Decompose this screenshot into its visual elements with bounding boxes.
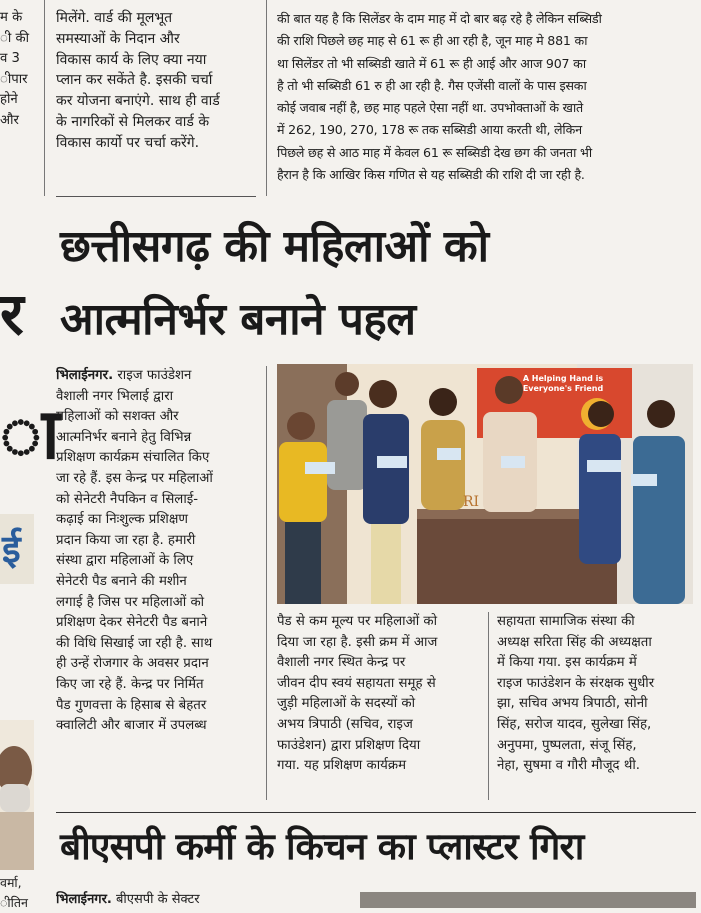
fragment-line: ीपार xyxy=(0,71,28,87)
fragment-line: और xyxy=(0,112,19,128)
text-line: झा, सचिव अभय त्रिपाठी, सोनी xyxy=(497,696,648,712)
text-line: की राशि पिछले छह माह से 61 रू ही आ रही है, जून माह मे 881 का xyxy=(277,33,588,49)
text-line: में 262, 190, 270, 178 रू तक सब्सिडी आया करती थी, लेकिन xyxy=(277,122,582,138)
text-line: अनुपमा, पुष्पलता, संजू सिंह, xyxy=(497,737,637,753)
text-line: गया. यह प्रशिक्षण कार्यक्रम xyxy=(277,758,407,774)
text-line: महिलाओं को सशक्त और xyxy=(56,409,179,425)
text-line: किए जा रहे हैं. केन्द्र पर निर्मित xyxy=(56,676,204,692)
text-line: क्वालिटी और बाजार में उपलब्ध xyxy=(56,718,207,734)
text-fragment: बीएसपी के सेक्टर xyxy=(111,892,200,907)
photo-illustration xyxy=(277,364,693,604)
left-edge-photo xyxy=(0,720,34,870)
fragment-line: होने xyxy=(0,92,18,107)
bottom-article-fragment xyxy=(56,890,266,908)
text-line: पैड से कम मूल्य पर महिलाओं को xyxy=(277,614,438,629)
text-line: प्लान कर सकेंते है. इसकी चर्चा xyxy=(56,72,213,89)
section-divider xyxy=(56,812,696,813)
left-edge-bottom-text xyxy=(0,873,44,913)
top-left-fragment-column xyxy=(0,8,46,131)
text-line: अभय त्रिपाठी (सचिव, राइज xyxy=(277,716,413,732)
fragment-line: ी की xyxy=(0,30,29,46)
text-line: वैशाली नगर स्थित केन्द्र पर xyxy=(277,655,406,671)
text-line: जा रहे हैं. इस केन्द्र पर महिलाओं xyxy=(56,470,213,486)
text-line: जुड़ी महिलाओं के सदस्यों को xyxy=(277,696,416,712)
top-middle-bottom-rule xyxy=(56,196,256,197)
text-line: अध्यक्ष सरिता सिंह की अध्यक्षता xyxy=(497,634,652,650)
banner-line: A Helping Hand is xyxy=(522,374,604,383)
wall-text: RI xyxy=(463,494,480,510)
text-line: कर योजना बनाएंगे. साथ ही वार्ड xyxy=(56,93,220,110)
text-line: विकास कार्य के लिए क्या नया xyxy=(56,51,207,68)
text-line: में किया गया. इस कार्यक्रम में xyxy=(497,655,637,671)
banner-text xyxy=(493,374,633,394)
text-line: सेनेटरी पैड बनाने की मशीन xyxy=(56,573,187,589)
text-line: सिंह, सरोज यादव, सुलेखा सिंह, xyxy=(497,716,652,732)
text-line: प्रशिक्षण कार्यक्रम संचालित किए xyxy=(56,450,210,466)
left-edge-photo-art xyxy=(0,720,34,870)
second-headline: बीएसपी कर्मी के किचन का प्लास्टर गिरा xyxy=(60,825,584,868)
text-fragment: राइज फाउंडेशन xyxy=(113,368,192,383)
text-line: दिया जा रहा है. इसी क्रम में आज xyxy=(277,634,438,650)
text-line: पैड गुणवत्ता के हिसाब से बेहतर xyxy=(56,697,207,713)
text-line: मिलेंगे. वार्ड की मूलभूत xyxy=(56,10,173,26)
text-line: प्रदान किया जा रहा है. हमारी xyxy=(56,532,196,548)
left-edge-glyph: ा xyxy=(0,393,60,475)
text-line: वर्मा, xyxy=(0,875,22,890)
text-line: सहायता सामाजिक संस्था की xyxy=(497,614,635,629)
text-line: था सिलेंडर तो भी सब्सिडी खाते में 61 रू ही आई और आज 907 का xyxy=(277,55,586,71)
text-line: को सेनेटरी नैपकिन व सिलाई- xyxy=(56,491,199,507)
text-line: है तो भी सब्सिडी 61 रु ही आ रही है. गैस एजेंसी वालों के पास इसका xyxy=(277,77,587,93)
text-line: राइज फाउंडेशन के संरक्षक सुधीर xyxy=(497,675,655,691)
text-line: हैरान है कि आखिर किस गणित से यह सब्सिडी की राशि दी जा रही है. xyxy=(277,167,585,183)
text-line: की बात यह है कि सिलेंडर के दाम माह में दो बार बढ़ रहे है लेकिन सब्सिडी xyxy=(277,11,602,26)
text-line: संस्था द्वारा महिलाओं के लिए xyxy=(56,553,194,569)
column-divider xyxy=(44,0,45,196)
text-line: ही उन्हें रोजगार के अवसर प्रदान xyxy=(56,656,209,672)
text-line: कोई जवाब नहीं है, छह माह पहले ऐसा नहीं था. उपभोक्ताओं के खाते xyxy=(277,100,583,116)
text-line: विकास कार्यो पर चर्चा करेंगे. xyxy=(56,134,200,151)
article-column-3 xyxy=(497,612,695,777)
text-line: वैशाली नगर भिलाई द्वारा xyxy=(56,388,174,404)
text-line: लगाई है जिस पर महिलाओं को xyxy=(56,594,205,610)
text-line: नेहा, सुषमा व गौरी मौजूद थी. xyxy=(497,758,641,774)
text-line: कढ़ाई का निःशुल्क प्रशिक्षण xyxy=(56,512,188,528)
text-line: पिछले छह से आठ माह में केवल 61 रू सब्सिडी देख छग की जनता भी xyxy=(277,144,592,160)
text-line: समस्याओं के निदान और xyxy=(56,30,180,47)
text-line: प्रशिक्षण देकर सेनेटरी पैड बनाने xyxy=(56,615,208,631)
text-line: फाउंडेशन) द्वारा प्रशिक्षण दिया xyxy=(277,737,421,753)
article-column-2 xyxy=(277,612,482,777)
text-line: आत्मनिर्भर बनाने हेतु विभिन्न xyxy=(56,429,192,445)
text-line: जीवन दीप स्वयं सहायता समूह से xyxy=(277,675,436,691)
headline-line-2: आत्मनिर्भर बनाने पहल xyxy=(60,294,416,345)
text-line: ीतिन xyxy=(0,895,28,910)
text-line: के नागरिकों से मिलकर वार्ड के xyxy=(56,113,210,130)
article-photo xyxy=(277,364,693,604)
text-line: की विधि सिखाई जा रही है. साथ xyxy=(56,635,213,651)
top-middle-column xyxy=(56,8,256,154)
left-edge-fragment xyxy=(0,514,34,584)
text-line xyxy=(56,366,256,387)
headline-line-1: छत्तीसगढ़ की महिलाओं को xyxy=(60,221,489,272)
left-edge-glyph: र xyxy=(0,280,24,348)
column-divider xyxy=(266,366,267,800)
article-dateline: भिलाईनगर. xyxy=(56,368,114,383)
top-right-column xyxy=(277,8,697,186)
fragment-line: व 3 xyxy=(0,51,20,66)
column-divider xyxy=(266,0,267,196)
article-column-1 xyxy=(56,366,256,737)
left-edge-fragment-text: ई xyxy=(2,527,21,571)
fragment-line: म के xyxy=(0,10,23,25)
bottom-dateline: भिलाईनगर. xyxy=(56,892,112,907)
bottom-photo-fragment xyxy=(360,892,696,908)
banner-line: Everyone's Friend xyxy=(522,384,604,393)
column-divider xyxy=(488,612,489,800)
